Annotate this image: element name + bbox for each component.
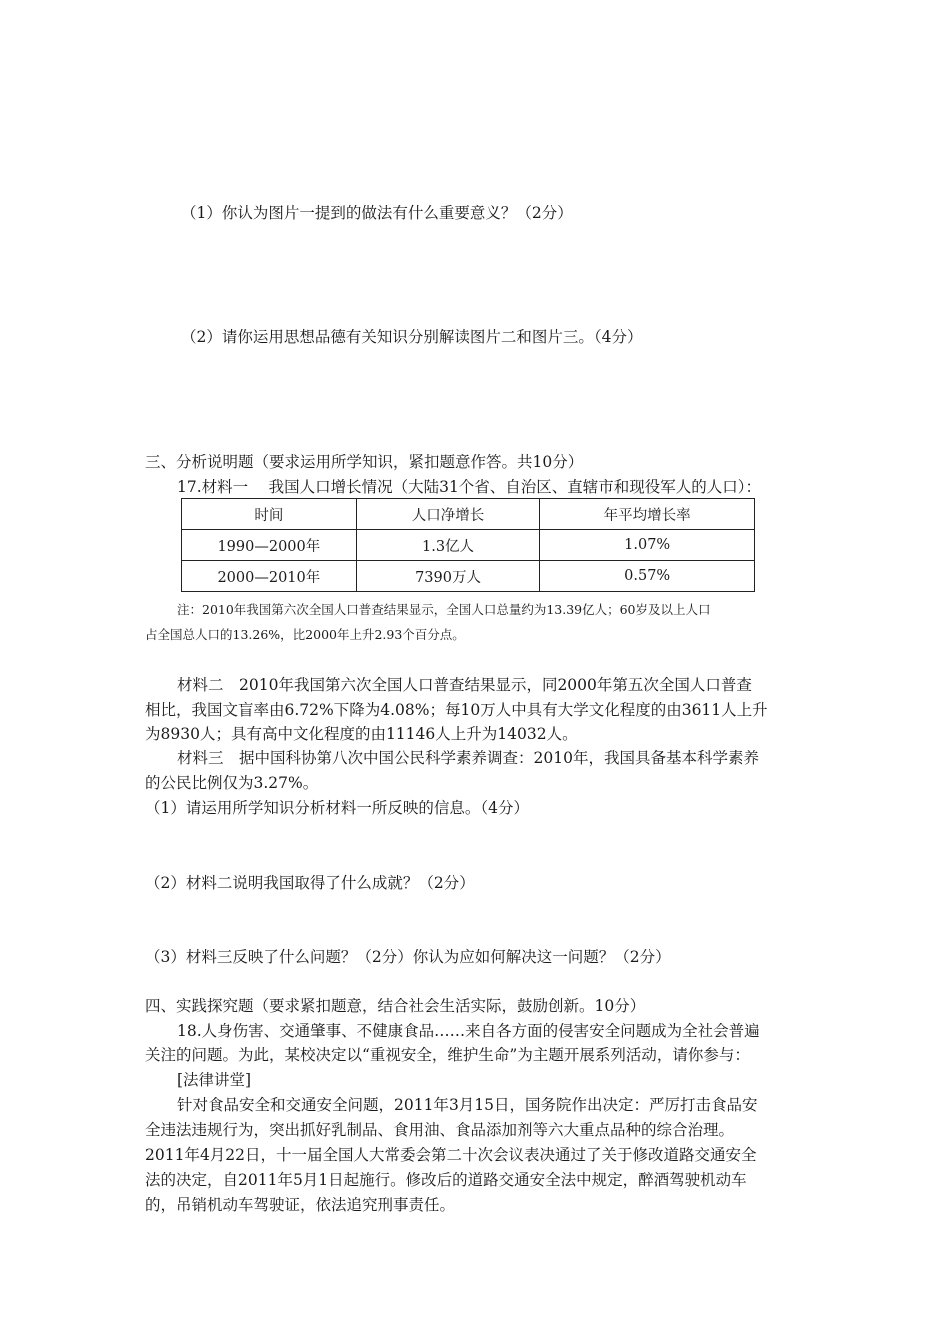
law-paragraph-line-4: 法的决定，自2011年5月1日起施行。修改后的道路交通安全法中规定，醉酒驾驶机动车 (145, 1171, 747, 1189)
population-table (181, 498, 755, 592)
material3-line-1: 材料三 据中国科协第八次中国公民科学素养调查：2010年，我国具备基本科学素养 (177, 749, 759, 767)
table-cell: 1.07% (540, 530, 755, 561)
table-cell: 7390万人 (356, 561, 540, 592)
q18-line-2: 关注的问题。为此，某校决定以“重视安全，维护生命”为主题开展系列活动，请你参与： (145, 1046, 750, 1064)
section3-heading: 三、分析说明题（要求运用所学知识，紧扣题意作答。共10分） (145, 453, 584, 471)
section4-heading: 四、实践探究题（要求紧扣题意，结合社会生活实际，鼓励创新。10分） (145, 997, 646, 1015)
table-header-cell: 人口净增长 (356, 499, 540, 530)
table-cell: 1.3亿人 (356, 530, 540, 561)
table-header-cell: 年平均增长率 (540, 499, 755, 530)
material1-intro: 17.材料一 我国人口增长情况（大陆31个省、自治区、直辖市和现役军人的人口）： (177, 478, 762, 496)
material2-line-1: 材料二 2010年我国第六次全国人口普查结果显示，同2000年第五次全国人口普查 (177, 676, 752, 694)
law-paragraph-line-3: 2011年4月22日，十一届全国人大常委会第二十次会议表决通过了关于修改道路交通安全 (145, 1146, 757, 1164)
table-header-row (182, 499, 755, 530)
q18-line-1: 18.人身伤害、交通肇事、不健康食品……来自各方面的侵害安全问题成为全社会普遍 (177, 1022, 760, 1040)
part2-question-1: （1）你认为图片一提到的做法有什么重要意义？（2分） (181, 204, 573, 222)
section3-question-2: （2）材料二说明我国取得了什么成就？（2分） (145, 874, 475, 892)
law-paragraph-line-2: 全违法违规行为，突出抓好乳制品、食用油、食品添加剂等六大重点品种的综合治理。 (145, 1121, 735, 1139)
table-header-cell: 时间 (182, 499, 357, 530)
law-lecture-subheading: [法律讲堂] (177, 1071, 252, 1089)
part2-question-2: （2）请你运用思想品德有关知识分别解读图片二和图片三。（4分） (181, 328, 643, 346)
material3-line-2: 的公民比例仅为3.27%。 (145, 774, 319, 792)
law-paragraph-line-1: 针对食品安全和交通安全问题，2011年3月15日，国务院作出决定：严厉打击食品安 (177, 1096, 758, 1114)
material2-line-2: 相比，我国文盲率由6.72%下降为4.08%；每10万人中具有大学文化程度的由3611人上升 (145, 701, 768, 719)
table-note-line-2: 占全国总人口的13.26%，比2000年上升2.93个百分点。 (145, 627, 465, 642)
table-row (182, 561, 755, 592)
section3-question-1: （1）请运用所学知识分析材料一所反映的信息。（4分） (145, 799, 529, 817)
material2-line-3: 为8930人；具有高中文化程度的由11146人上升为14032人。 (145, 725, 578, 743)
section3-question-3: （3）材料三反映了什么问题？（2分）你认为应如何解决这一问题？（2分） (145, 948, 671, 966)
law-paragraph-line-5: 的，吊销机动车驾驶证，依法追究刑事责任。 (145, 1196, 456, 1214)
table-row (182, 530, 755, 561)
table-cell: 2000—2010年 (182, 561, 357, 592)
table-cell: 1990—2000年 (182, 530, 357, 561)
table-cell: 0.57% (540, 561, 755, 592)
table-note-line-1: 注：2010年我国第六次全国人口普查结果显示，全国人口总量约为13.39亿人；60岁及以上人口 (177, 602, 711, 617)
